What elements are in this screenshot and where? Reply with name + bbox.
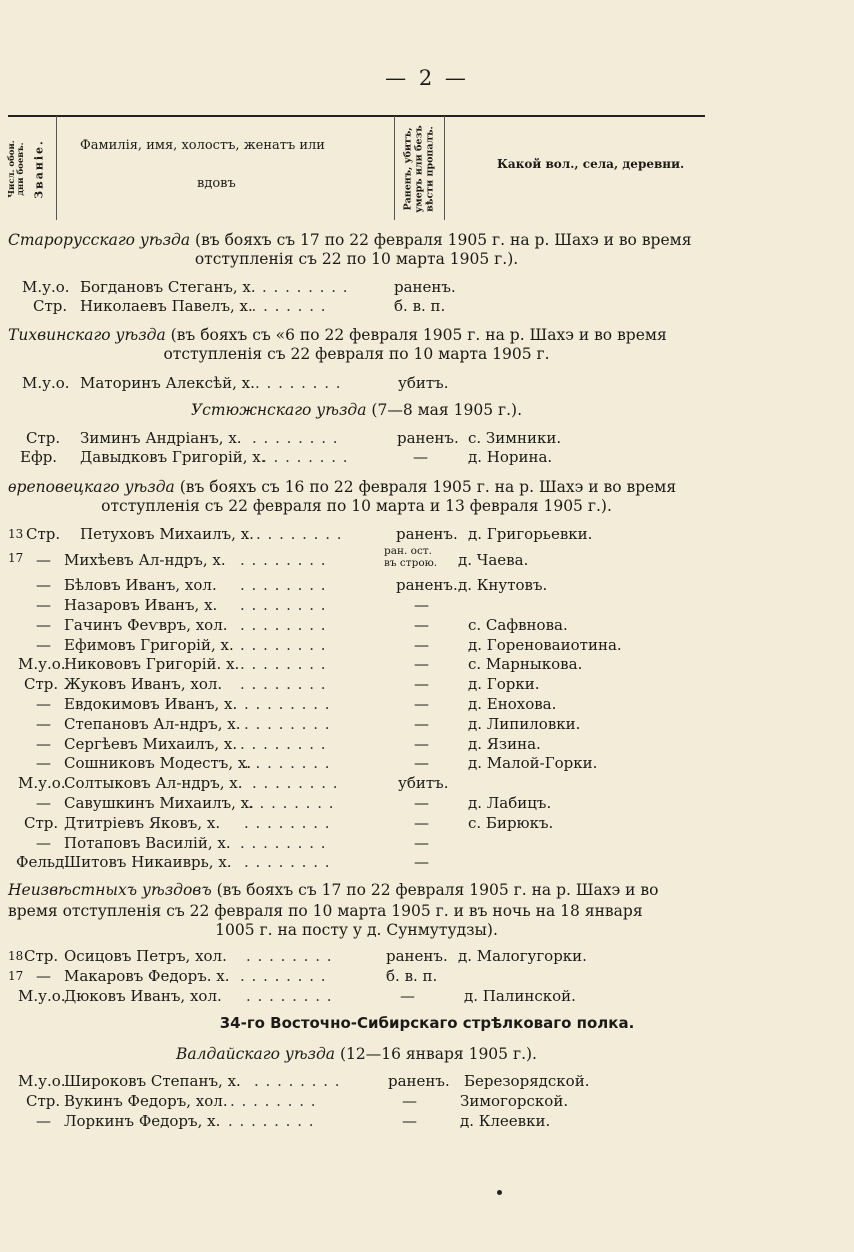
- header-col-name-line2: вдовъ: [197, 176, 236, 191]
- list-item: М.у.о. Богдановъ Стеганъ, х. . . . . . . . . раненъ.: [22, 278, 456, 296]
- list-item: — Гачинъ Феѵвръ, хол. . . . . . . . . — с. Сафвнова.: [36, 616, 568, 634]
- list-item: М.у.о. Дюковъ Иванъ, хол. . . . . . . . . — д. Палинской.: [18, 987, 576, 1005]
- list-item: Стр. Жуковъ Иванъ, хол. . . . . . . . . — д. Горки.: [24, 675, 540, 693]
- list-item: — Савушкинъ Михаилъ, х. . . . . . . . . — д. Лабицъ.: [36, 794, 552, 812]
- list-item: М.у.о. Никововъ Григорiй. х. . . . . . . . . — с. Марныкова.: [18, 655, 583, 673]
- list-item: — Лоркинъ Федоръ, х. . . . . . . . . — д. Клеевки.: [36, 1112, 551, 1130]
- page-number: — 2 —: [385, 66, 469, 90]
- header-divider-3: [444, 116, 445, 220]
- header-col-place: Какой вол., села, деревни.: [497, 157, 685, 171]
- list-item: — Потаповъ Василiй, х. . . . . . . . . —: [36, 834, 429, 852]
- header-divider-2: [394, 116, 395, 220]
- district-heading: ѳреповецкаго уѣзда (въ бояхъ съ 16 по 22 февраля 1905 г. на р. Шахэ и во время: [8, 478, 677, 496]
- list-item: Фельд. Шитовъ Никаиврь, х. . . . . . . . . —: [16, 853, 429, 871]
- list-item: — Степановъ Ал-ндръ, х. . . . . . . . . — д. Липиловки.: [36, 715, 581, 733]
- header-col-name: Фамилiя, имя, холостъ, женатъ или: [80, 138, 325, 153]
- district-heading: Тихвинскаго уѣзда (въ бояхъ съ «6 по 22 февраля 1905 г. на р. Шахэ и во время: [8, 326, 667, 344]
- list-item: М.у.о. Маторинъ Алексѣй, х. . . . . . . . . убитъ.: [22, 374, 449, 392]
- ink-dot: [497, 1190, 502, 1195]
- district-heading: Устюжнскаго уѣзда (7—8 мая 1905 г.).: [190, 401, 523, 419]
- header-rule: [8, 115, 705, 117]
- list-item: 17 — Михѣевъ Ал-ндръ, х. . . . . . . . . ран. ост. въ строю. д. Чаева.: [8, 545, 529, 569]
- district-heading-line2: отступленiя съ 22 по 10 марта 1905 г.).: [194, 250, 519, 268]
- district-heading-line3: 1005 г. на посту у д. Сунмутудзы).: [215, 921, 498, 939]
- list-item: — Ефимовъ Григорiй, х. . . . . . . . . — д. Гореноваиотина.: [36, 636, 622, 654]
- list-item: 18 Стр. Осицовъ Петръ, хол. . . . . . . . . раненъ. д. Малогугорки.: [8, 947, 587, 965]
- header-divider-1: [56, 116, 57, 220]
- header-col-days: Числ. обои. дни боевъ.: [7, 140, 26, 198]
- list-item: 17 — Макаровъ Федоръ. х. . . . . . . . . б. в. п.: [8, 967, 438, 985]
- district-heading: Неизвѣстныхъ уѣздовъ (въ бояхъ съ 17 по 22 февраля 1905 г. на р. Шахэ и во: [8, 881, 659, 899]
- district-heading: Валдайскаго уѣзда (12—16 января 1905 г.).: [176, 1045, 537, 1063]
- list-item: М.у.о. Широковъ Степанъ, х. . . . . . . . . раненъ. Березорядской.: [18, 1072, 590, 1090]
- list-item: Стр. Дтитрiевъ Яковъ, х. . . . . . . . . — с. Бирюкъ.: [24, 814, 554, 832]
- header-col-rank: Званiе.: [32, 139, 46, 199]
- regiment-heading: 34-го Восточно-Сибирскаго стрѣлковаго полка.: [219, 1014, 635, 1032]
- list-item: Стр. Вукинъ Федоръ, хол. . . . . . . . . — Зимогорской.: [26, 1092, 569, 1110]
- list-item: — Евдокимовъ Иванъ, х. . . . . . . . . — д. Енохова.: [36, 695, 557, 713]
- district-heading: Старорусскаго уѣзда (въ бояхъ съ 17 по 22 февраля 1905 г. на р. Шахэ и во время: [8, 231, 692, 249]
- list-item: — Назаровъ Иванъ, х. . . . . . . . . —: [36, 596, 429, 614]
- district-heading-line2: отступленiя съ 22 февраля по 10 марта и 13 февраля 1905 г.).: [101, 497, 612, 515]
- list-item: — Сошниковъ Модестъ, х. . . . . . . . . — д. Малой-Горки.: [36, 754, 598, 772]
- header-col-status: Раненъ, убитъ, умеръ или безъ вѣсти пропалъ.: [402, 125, 436, 213]
- list-item: М.у.о. Солтыковъ Ал-ндръ, х. . . . . . . . . убитъ.: [18, 774, 449, 792]
- list-item: — Сергѣевъ Михаилъ, х. . . . . . . . . — д. Язина.: [36, 735, 541, 753]
- list-item: 13 Стр. Петуховъ Михаилъ, х. . . . . . . . . раненъ. д. Григорьевки.: [8, 525, 593, 543]
- list-item: Стр. Николаевъ Павелъ, х. . . . . . . . . б. в. п.: [33, 297, 446, 315]
- district-heading-line2: отступленiя съ 22 февраля по 10 марта 1905 г.: [163, 345, 550, 363]
- list-item: Стр. Зиминъ Андрiанъ, х. . . . . . . . . раненъ. с. Зимники.: [26, 429, 562, 447]
- district-heading-line2: время отступленiя съ 22 февраля по 10 марта 1905 г. и въ ночь на 18 января: [8, 902, 643, 920]
- list-item: Ефр. Давыдковъ Григорiй, х. . . . . . . . . — д. Норина.: [20, 448, 553, 466]
- list-item: — Бѣловъ Иванъ, хол. . . . . . . . . раненъ. д. Кнутовъ.: [36, 576, 548, 594]
